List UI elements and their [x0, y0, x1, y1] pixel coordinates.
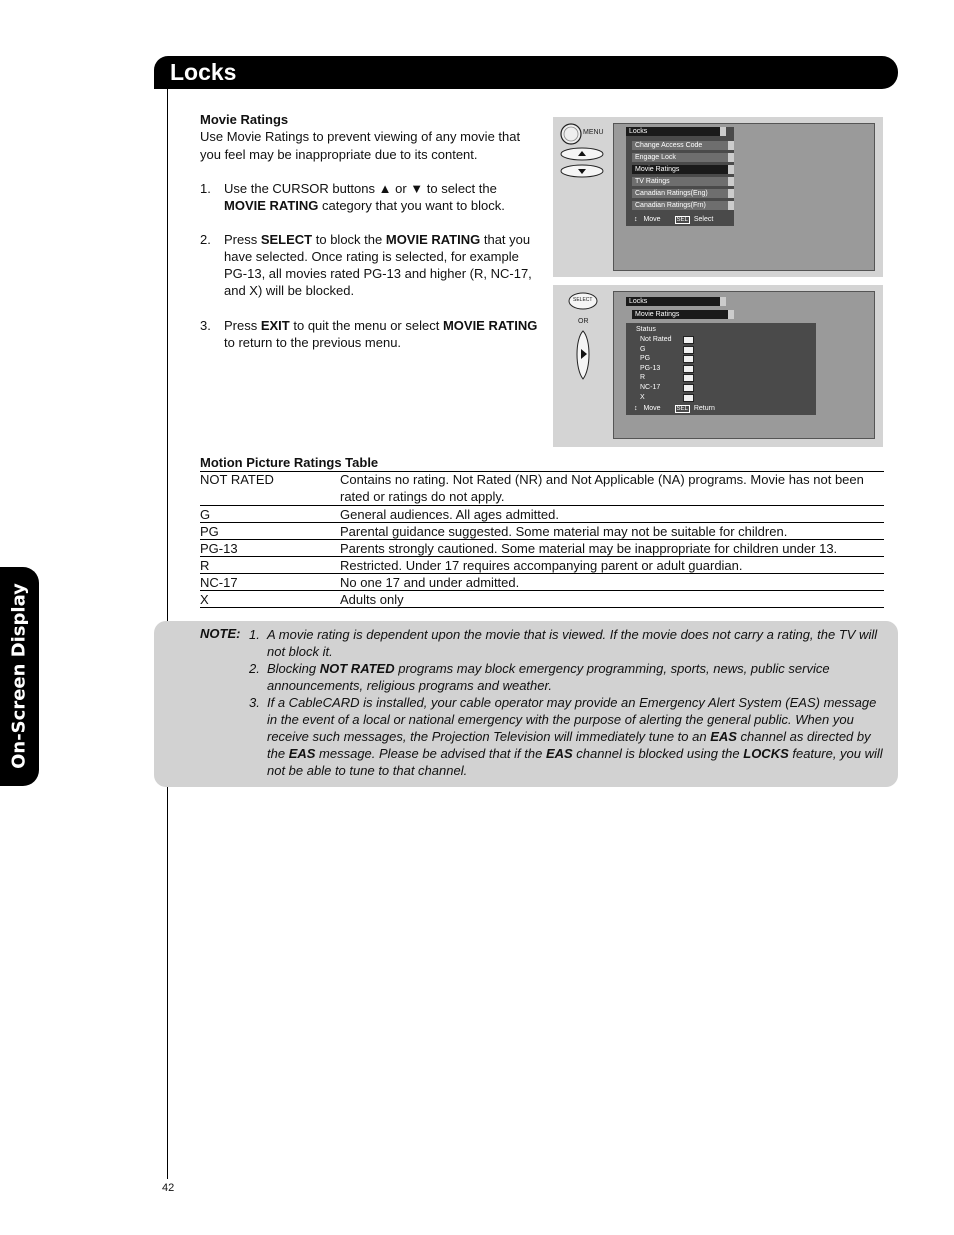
- step-1: [200, 180, 540, 214]
- step-text: [224, 231, 540, 299]
- menu-title: Locks: [626, 297, 720, 306]
- bold-term: EAS: [288, 746, 316, 761]
- text-run: If a CableCARD is installed, your cable operator may provide an Emergency Alert System (EAS) message in the event of a local or national emergency with the purpose of alerting the general public. When you receive such messages, the Projection Television will immediately tune to an: [267, 695, 877, 744]
- table-rating: G: [200, 507, 211, 522]
- sel-key-icon: SEL: [676, 217, 688, 223]
- text-run: category that you want to block.: [318, 198, 505, 213]
- table-description: Restricted. Under 17 requires accompanying parent or adult guardian.: [340, 558, 743, 573]
- lock-icon[interactable]: [683, 336, 694, 344]
- menu-button-label: MENU: [583, 129, 604, 136]
- lock-icon[interactable]: [683, 374, 694, 382]
- scroll-icon: [728, 141, 734, 150]
- note-number: 3.: [249, 695, 260, 710]
- bold-term: SELECT: [260, 232, 313, 247]
- text-run: Press: [224, 232, 261, 247]
- rating-label: R: [640, 374, 646, 382]
- menu-title: Locks: [626, 127, 720, 136]
- section-title: Movie Ratings: [200, 112, 289, 127]
- bold-term: EAS: [545, 746, 573, 761]
- table-rating: PG: [200, 524, 219, 539]
- bold-term: EAS: [710, 729, 737, 744]
- lock-icon[interactable]: [683, 346, 694, 354]
- remote-select-icon: [567, 291, 599, 387]
- bold-term: MOVIE RATING: [385, 232, 481, 247]
- text-run: Use the CURSOR buttons ▲ or ▼ to select the: [224, 181, 497, 196]
- select-button-label: SELECT: [573, 297, 593, 303]
- step-number: 1.: [200, 181, 211, 196]
- scroll-icon: [728, 310, 734, 319]
- rating-label: PG-13: [640, 364, 661, 372]
- table-description: Parental guidance suggested. Some material may not be suitable for children.: [340, 524, 788, 539]
- step-number: 2.: [200, 232, 211, 247]
- menu-item[interactable]: Change Access Code: [632, 141, 728, 150]
- updown-icon: ↕: [634, 216, 638, 223]
- menu-footer: ↕ Move SEL Select: [634, 216, 714, 223]
- screen-panel-2: [553, 285, 883, 447]
- scroll-icon: [720, 297, 726, 306]
- scroll-icon: [728, 153, 734, 162]
- text-run: to quit the menu or select: [289, 318, 443, 333]
- table-description: No one 17 and under admitted.: [340, 575, 520, 590]
- text-run: to block the: [312, 232, 386, 247]
- scroll-icon: [728, 165, 734, 174]
- table-rating: NC-17: [200, 575, 238, 590]
- menu-item[interactable]: Movie Ratings: [632, 165, 728, 174]
- rating-label: PG: [640, 355, 651, 363]
- table-rating: PG-13: [200, 541, 238, 556]
- screen-panel-1: [553, 117, 883, 277]
- table-description: Contains no rating. Not Rated (NR) and Not Applicable (NA) programs. Movie has not been rated or ratings do not apply.: [340, 472, 864, 504]
- text-run: programs may block emergency programming, sports, news, public service announcements, religious programs and weather.: [267, 661, 830, 693]
- text-run: Press: [224, 318, 261, 333]
- table-rating: R: [200, 558, 210, 573]
- lock-icon[interactable]: [683, 394, 694, 402]
- page-number: 42: [162, 1182, 175, 1194]
- updown-icon: ↕: [634, 405, 638, 412]
- bold-term: NOT RATED: [319, 661, 395, 676]
- bold-term: EXIT: [260, 318, 290, 333]
- scroll-icon: [728, 189, 734, 198]
- menu-item[interactable]: TV Ratings: [632, 177, 728, 186]
- submenu-title: Movie Ratings: [632, 310, 728, 319]
- section-intro: Use Movie Ratings to prevent viewing of any movie that you feel may be inappropriate due to its content.: [200, 129, 521, 162]
- table-rating: NOT RATED: [200, 472, 274, 487]
- step-2: [200, 231, 540, 299]
- ratings-status-panel: [626, 323, 816, 415]
- menu-item[interactable]: Canadian Ratings(Eng): [632, 189, 728, 198]
- status-label: Status: [636, 326, 656, 333]
- note-number: 1.: [249, 627, 260, 642]
- side-tab-label: On-Screen Display: [8, 583, 30, 769]
- side-tab: [0, 567, 39, 786]
- sel-key-icon: SEL: [676, 406, 688, 412]
- table-rating: X: [200, 592, 209, 607]
- text-run: A movie rating is dependent upon the movie that is viewed. If the movie does not carry a rating, the TV will not block it.: [267, 627, 878, 659]
- note-number: 2.: [249, 661, 260, 676]
- step-text: [224, 317, 540, 351]
- text-run: channel as directed by the: [267, 729, 871, 761]
- table-description: Parents strongly cautioned. Some material may be inappropriate for children under 13.: [340, 541, 838, 556]
- note-text: [267, 660, 884, 694]
- scroll-icon: [728, 201, 734, 210]
- step-text: [224, 180, 540, 214]
- bold-term: MOVIE RATING: [224, 198, 319, 213]
- text-run: message. Please be advised that if the: [315, 746, 546, 761]
- rating-label: Not Rated: [640, 336, 672, 343]
- step-3: [200, 317, 540, 351]
- note-label: NOTE:: [200, 626, 241, 641]
- page-title: Locks: [170, 59, 237, 85]
- tv-screen-1: [613, 123, 875, 271]
- menu-footer: ↕ Move SEL Return: [634, 405, 715, 412]
- menu-item[interactable]: Engage Lock: [632, 153, 728, 162]
- text-run: channel is blocked using the: [572, 746, 744, 761]
- text-run: feature, you will not be able to tune to that channel.: [267, 746, 883, 778]
- text-run: Blocking: [267, 661, 320, 676]
- header-bar: [154, 56, 898, 89]
- rating-label: NC-17: [640, 384, 661, 391]
- text-run: to return to the previous menu.: [224, 335, 402, 350]
- step-number: 3.: [200, 318, 211, 333]
- bold-term: LOCKS: [743, 746, 789, 761]
- scroll-icon: [720, 127, 726, 136]
- tv-screen-2: [613, 291, 875, 439]
- lock-icon[interactable]: [683, 384, 694, 392]
- lock-icon[interactable]: [683, 355, 694, 363]
- menu-item[interactable]: Canadian Ratings(Frn): [632, 201, 728, 210]
- note-text: [267, 694, 884, 779]
- table-description: Adults only: [340, 592, 404, 607]
- bold-term: MOVIE RATING: [442, 318, 538, 333]
- or-label: OR: [578, 318, 589, 325]
- table-description: General audiences. All ages admitted.: [340, 507, 559, 522]
- scroll-icon: [728, 177, 734, 186]
- table-title: Motion Picture Ratings Table: [200, 455, 379, 470]
- note-text: [267, 626, 884, 660]
- rating-label: G: [640, 345, 646, 353]
- locks-menu: [626, 127, 734, 226]
- table-rule: [200, 607, 884, 608]
- rating-label: X: [640, 393, 645, 401]
- lock-icon[interactable]: [683, 365, 694, 373]
- text-run: that you have selected. Once rating is selected, for example PG-13, all movies rated PG-13 and higher (R, NC-17, and X) will be blocked.: [224, 232, 532, 298]
